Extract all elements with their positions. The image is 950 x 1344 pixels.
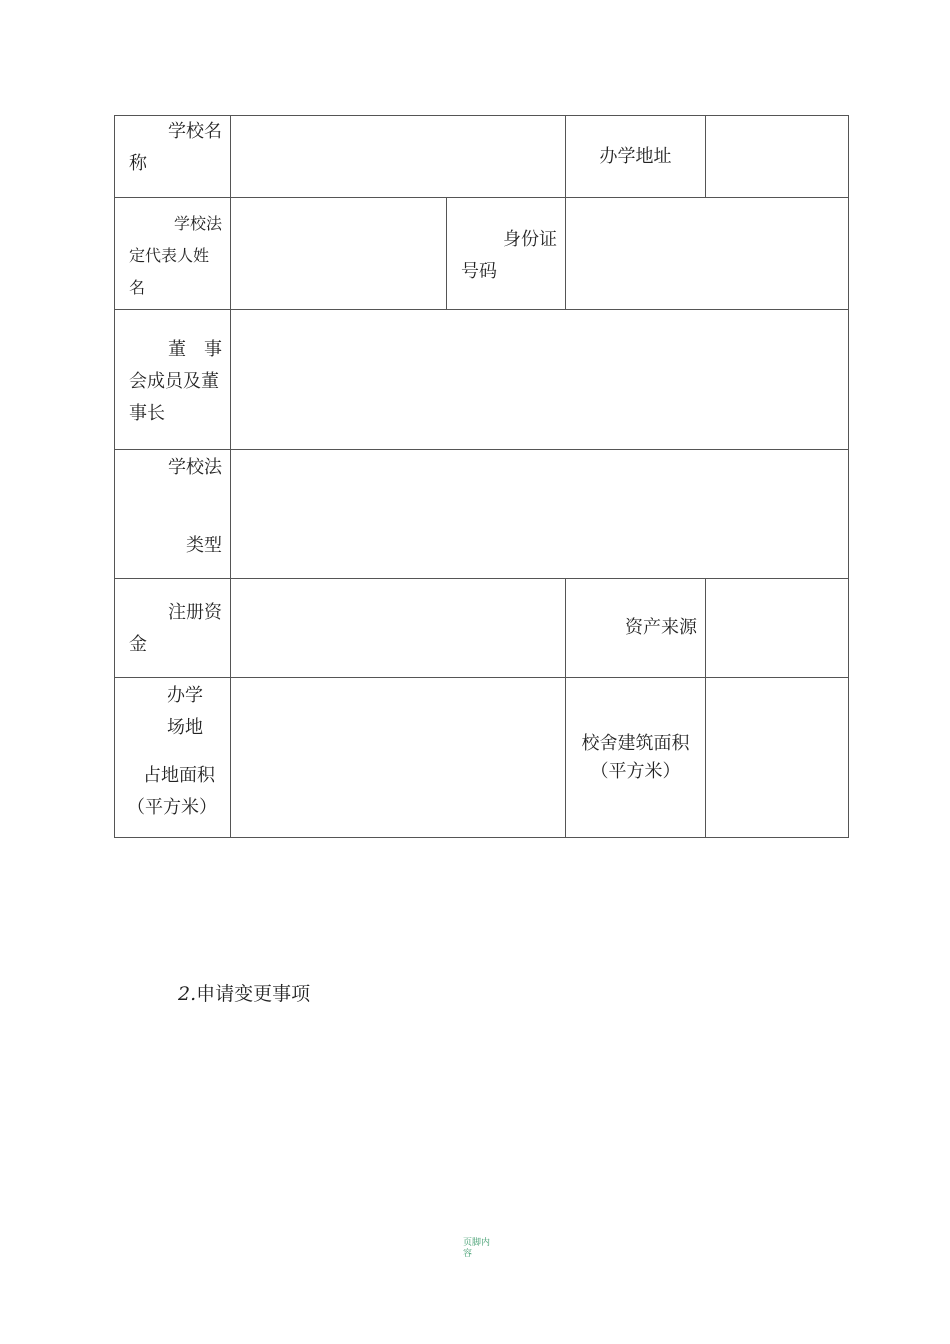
legal-rep-label-line1: 学校法 <box>173 214 222 233</box>
capital-value[interactable] <box>231 579 566 678</box>
capital-label-line2: 金 <box>129 634 147 655</box>
board-label-line3: 事长 <box>129 403 165 424</box>
land-area-value[interactable] <box>231 678 566 838</box>
address-label-cell <box>566 116 706 198</box>
capital-label-line1: 注册资 <box>168 602 222 623</box>
board-label-line1: 董 事 <box>168 339 222 360</box>
address-value[interactable] <box>706 116 849 198</box>
section-number: 2. <box>178 983 197 1005</box>
id-number-label <box>447 198 566 310</box>
row-legal-rep <box>115 198 849 310</box>
id-number-value[interactable] <box>566 198 849 310</box>
section-heading <box>178 980 310 1008</box>
land-area-label-line2: （平方米） <box>127 797 217 818</box>
legal-rep-label <box>115 198 231 310</box>
school-name-label-line2: 称 <box>129 153 147 174</box>
legal-rep-label-line2: 定代表人姓 <box>129 246 210 265</box>
capital-label <box>115 579 231 678</box>
board-value[interactable] <box>231 310 849 450</box>
legal-type-label-line1: 学校法 <box>168 457 222 478</box>
school-name-label <box>115 116 231 198</box>
land-area-label-line1: 占地面积 <box>143 765 215 786</box>
board-label <box>115 310 231 450</box>
row-capital <box>115 579 849 678</box>
id-number-label-line2: 号码 <box>461 261 497 282</box>
legal-rep-value[interactable] <box>231 198 447 310</box>
site-label-line1: 办学 <box>167 685 203 706</box>
building-area-label-cell <box>566 678 706 838</box>
school-name-label-line1: 学校名 <box>168 121 222 142</box>
legal-type-label <box>115 450 231 579</box>
asset-source-label: 资产来源 <box>625 617 697 638</box>
address-label: 办学地址 <box>599 145 672 167</box>
school-info-table <box>114 115 849 838</box>
asset-source-label-cell <box>566 579 706 678</box>
legal-type-value[interactable] <box>231 450 849 579</box>
asset-source-value[interactable] <box>706 579 849 678</box>
footer-text: 页脚内容 <box>463 1238 491 1259</box>
row-legal-type <box>115 450 849 579</box>
building-area-label-line2: （平方米） <box>590 760 681 782</box>
site-label <box>115 678 231 838</box>
site-label-line2: 场地 <box>167 717 203 738</box>
id-number-label-line1: 身份证 <box>503 229 557 250</box>
building-area-value[interactable] <box>706 678 849 838</box>
section-title-text: 申请变更事项 <box>196 983 311 1005</box>
row-site <box>115 678 849 838</box>
school-name-value[interactable] <box>231 116 566 198</box>
row-school-name <box>115 116 849 198</box>
legal-type-label-line2: 类型 <box>186 535 222 556</box>
legal-rep-label-line3: 名 <box>129 278 146 297</box>
board-label-line2: 会成员及董 <box>129 371 219 392</box>
row-board <box>115 310 849 450</box>
building-area-label-line1: 校舍建筑面积 <box>581 732 690 754</box>
